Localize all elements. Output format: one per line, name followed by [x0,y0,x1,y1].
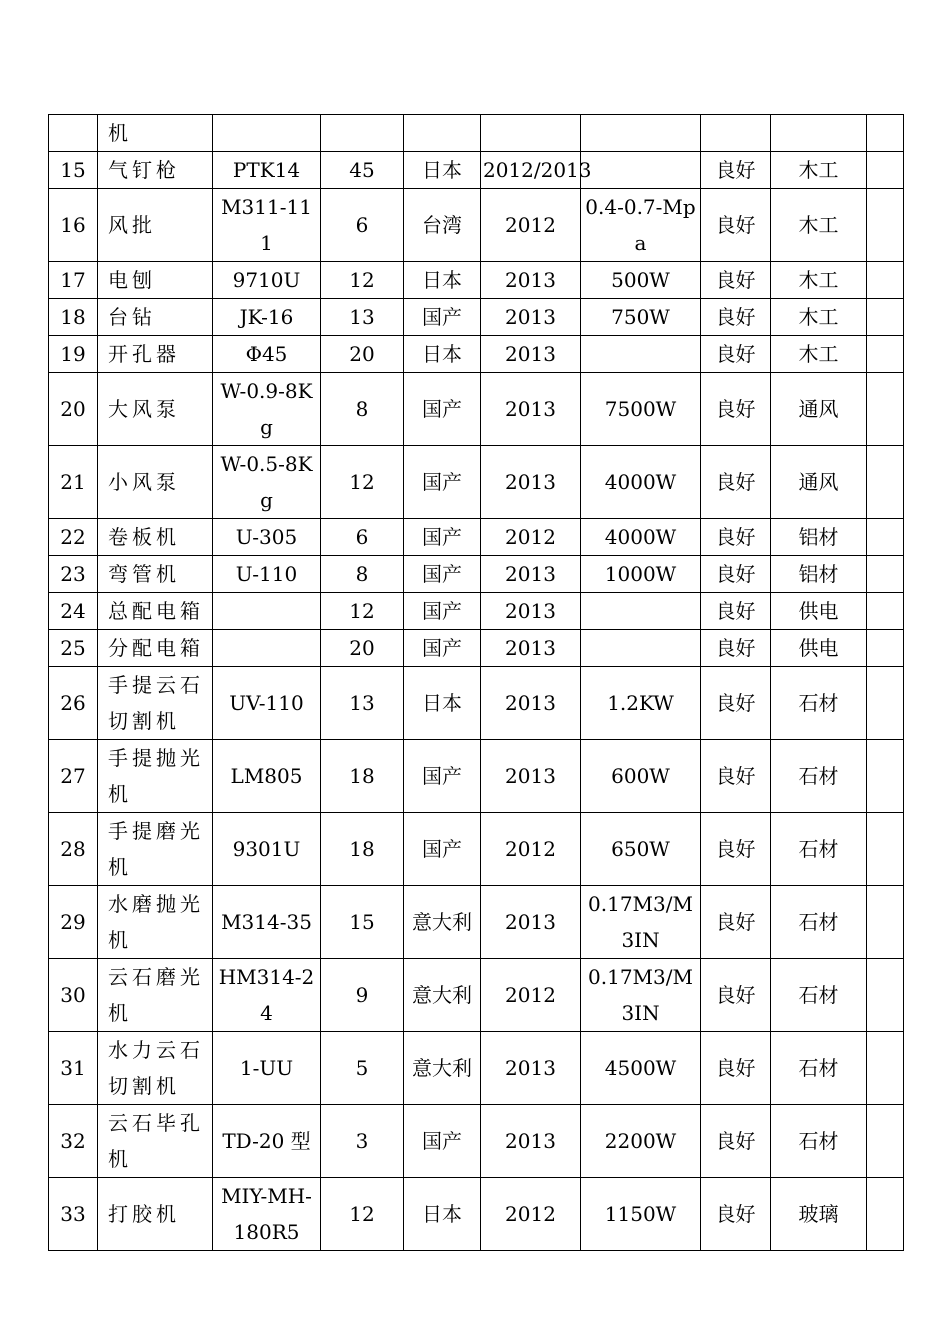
quantity-cell: 12 [321,593,404,630]
equipment-name-cell: 水磨抛光机 [98,886,213,959]
note-cell [867,336,904,373]
quantity-cell: 3 [321,1105,404,1178]
model-cell: PTK14 [213,152,321,189]
row-number-cell: 30 [49,959,98,1032]
usage-cell: 通风 [771,373,867,446]
row-number-cell: 27 [49,740,98,813]
origin-cell: 意大利 [404,886,481,959]
quantity-cell [321,115,404,152]
equipment-name-cell: 电刨 [98,262,213,299]
note-cell [867,813,904,886]
origin-cell: 日本 [404,152,481,189]
status-cell: 良好 [701,593,771,630]
usage-cell: 木工 [771,262,867,299]
origin-cell: 意大利 [404,1032,481,1105]
quantity-cell: 6 [321,189,404,262]
usage-cell: 木工 [771,336,867,373]
table-body [49,115,904,1251]
quantity-cell: 15 [321,886,404,959]
origin-cell: 国产 [404,1105,481,1178]
quantity-cell: 12 [321,1178,404,1251]
row-number-cell: 29 [49,886,98,959]
table-row [49,959,904,1032]
quantity-cell: 13 [321,299,404,336]
origin-cell: 国产 [404,299,481,336]
usage-cell: 石材 [771,886,867,959]
equipment-name-cell: 手提抛光机 [98,740,213,813]
year-cell: 2013 [481,630,581,667]
status-cell: 良好 [701,299,771,336]
status-cell [701,115,771,152]
model-cell [213,630,321,667]
origin-cell [404,115,481,152]
row-number-cell: 20 [49,373,98,446]
table-row [49,630,904,667]
usage-cell: 石材 [771,813,867,886]
year-cell: 2013 [481,299,581,336]
origin-cell: 国产 [404,519,481,556]
origin-cell: 国产 [404,740,481,813]
power-cell: 1150W [581,1178,701,1251]
table-row [49,519,904,556]
note-cell [867,152,904,189]
table-row [49,740,904,813]
origin-cell: 台湾 [404,189,481,262]
year-cell: 2013 [481,886,581,959]
note-cell [867,115,904,152]
usage-cell: 石材 [771,667,867,740]
model-cell: Φ45 [213,336,321,373]
power-cell: 1000W [581,556,701,593]
table-row [49,446,904,519]
origin-cell: 日本 [404,336,481,373]
usage-cell: 木工 [771,152,867,189]
row-number-cell: 22 [49,519,98,556]
equipment-name-cell: 大风泵 [98,373,213,446]
origin-cell: 国产 [404,556,481,593]
power-cell [581,593,701,630]
power-cell: 0.17M3/M3IN [581,886,701,959]
power-cell [581,336,701,373]
year-cell: 2013 [481,1032,581,1105]
status-cell: 良好 [701,446,771,519]
quantity-cell: 20 [321,630,404,667]
model-cell: 9710U [213,262,321,299]
year-cell: 2012 [481,519,581,556]
power-cell: 650W [581,813,701,886]
equipment-name-cell: 分配电箱 [98,630,213,667]
equipment-name-cell: 弯管机 [98,556,213,593]
status-cell: 良好 [701,373,771,446]
table-row [49,886,904,959]
status-cell: 良好 [701,1105,771,1178]
table-row [49,1178,904,1251]
table-row [49,556,904,593]
usage-cell: 铝材 [771,556,867,593]
year-cell: 2012 [481,1178,581,1251]
quantity-cell: 18 [321,740,404,813]
status-cell: 良好 [701,813,771,886]
table-row [49,593,904,630]
status-cell: 良好 [701,336,771,373]
usage-cell: 通风 [771,446,867,519]
model-cell: M311-111 [213,189,321,262]
status-cell: 良好 [701,959,771,1032]
note-cell [867,1032,904,1105]
usage-cell: 木工 [771,189,867,262]
quantity-cell: 5 [321,1032,404,1105]
origin-cell: 国产 [404,373,481,446]
year-cell: 2013 [481,740,581,813]
note-cell [867,373,904,446]
year-cell: 2012 [481,813,581,886]
equipment-name-cell: 总配电箱 [98,593,213,630]
origin-cell: 日本 [404,262,481,299]
model-cell: LM805 [213,740,321,813]
usage-cell: 石材 [771,740,867,813]
model-cell: W-0.5-8Kg [213,446,321,519]
origin-cell: 国产 [404,446,481,519]
row-number-cell: 18 [49,299,98,336]
usage-cell: 供电 [771,593,867,630]
table-row [49,1105,904,1178]
year-cell: 2013 [481,373,581,446]
note-cell [867,667,904,740]
note-cell [867,593,904,630]
usage-cell: 玻璃 [771,1178,867,1251]
model-cell: 9301U [213,813,321,886]
status-cell: 良好 [701,556,771,593]
row-number-cell: 28 [49,813,98,886]
power-cell: 750W [581,299,701,336]
row-number-cell [49,115,98,152]
year-cell: 2012 [481,959,581,1032]
usage-cell: 石材 [771,1032,867,1105]
equipment-name-cell: 开孔器 [98,336,213,373]
year-cell: 2013 [481,446,581,519]
row-number-cell: 17 [49,262,98,299]
quantity-cell: 12 [321,446,404,519]
equipment-name-cell: 手提云石切割机 [98,667,213,740]
usage-cell: 铝材 [771,519,867,556]
year-cell: 2013 [481,262,581,299]
model-cell [213,115,321,152]
equipment-name-cell: 打胶机 [98,1178,213,1251]
table-row [49,667,904,740]
power-cell: 2200W [581,1105,701,1178]
table-row [49,115,904,152]
model-cell: U-305 [213,519,321,556]
model-cell: M314-35 [213,886,321,959]
model-cell: TD-20 型 [213,1105,321,1178]
status-cell: 良好 [701,886,771,959]
note-cell [867,299,904,336]
status-cell: 良好 [701,630,771,667]
status-cell: 良好 [701,1178,771,1251]
note-cell [867,630,904,667]
row-number-cell: 23 [49,556,98,593]
note-cell [867,189,904,262]
power-cell [581,630,701,667]
year-cell: 2013 [481,1105,581,1178]
power-cell: 7500W [581,373,701,446]
power-cell: 4000W [581,446,701,519]
equipment-name-cell: 云石毕孔机 [98,1105,213,1178]
origin-cell: 国产 [404,813,481,886]
origin-cell: 国产 [404,630,481,667]
table-row [49,299,904,336]
table-row [49,813,904,886]
quantity-cell: 13 [321,667,404,740]
year-cell [481,115,581,152]
power-cell: 4500W [581,1032,701,1105]
year-cell: 2012/2013 [481,152,581,189]
year-cell: 2013 [481,593,581,630]
table-row [49,189,904,262]
equipment-name-cell: 风批 [98,189,213,262]
note-cell [867,556,904,593]
power-cell: 0.4-0.7-Mpa [581,189,701,262]
table-row [49,1032,904,1105]
row-number-cell: 33 [49,1178,98,1251]
equipment-name-cell: 水力云石切割机 [98,1032,213,1105]
usage-cell [771,115,867,152]
year-cell: 2012 [481,189,581,262]
model-cell: U-110 [213,556,321,593]
quantity-cell: 12 [321,262,404,299]
usage-cell: 石材 [771,1105,867,1178]
year-cell: 2013 [481,556,581,593]
note-cell [867,886,904,959]
quantity-cell: 20 [321,336,404,373]
model-cell: UV-110 [213,667,321,740]
table-row [49,262,904,299]
row-number-cell: 24 [49,593,98,630]
table-row [49,373,904,446]
status-cell: 良好 [701,667,771,740]
equipment-name-cell: 云石磨光机 [98,959,213,1032]
note-cell [867,262,904,299]
power-cell: 0.17M3/M3IN [581,959,701,1032]
origin-cell: 意大利 [404,959,481,1032]
status-cell: 良好 [701,189,771,262]
note-cell [867,959,904,1032]
quantity-cell: 8 [321,373,404,446]
row-number-cell: 19 [49,336,98,373]
status-cell: 良好 [701,1032,771,1105]
quantity-cell: 18 [321,813,404,886]
model-cell: W-0.9-8Kg [213,373,321,446]
status-cell: 良好 [701,740,771,813]
equipment-table [48,114,904,1251]
model-cell: MIY-MH-180R5 [213,1178,321,1251]
equipment-name-cell: 机 [98,115,213,152]
usage-cell: 木工 [771,299,867,336]
origin-cell: 日本 [404,1178,481,1251]
model-cell: 1-UU [213,1032,321,1105]
equipment-name-cell: 小风泵 [98,446,213,519]
origin-cell: 日本 [404,667,481,740]
power-cell: 600W [581,740,701,813]
quantity-cell: 6 [321,519,404,556]
power-cell: 1.2KW [581,667,701,740]
power-cell: 4000W [581,519,701,556]
quantity-cell: 8 [321,556,404,593]
status-cell: 良好 [701,262,771,299]
equipment-name-cell: 手提磨光机 [98,813,213,886]
model-cell: JK-16 [213,299,321,336]
power-cell [581,115,701,152]
year-cell: 2013 [481,667,581,740]
status-cell: 良好 [701,152,771,189]
table-row [49,336,904,373]
model-cell: HM314-24 [213,959,321,1032]
row-number-cell: 21 [49,446,98,519]
origin-cell: 国产 [404,593,481,630]
note-cell [867,446,904,519]
row-number-cell: 15 [49,152,98,189]
status-cell: 良好 [701,519,771,556]
row-number-cell: 16 [49,189,98,262]
power-cell [581,152,701,189]
note-cell [867,1105,904,1178]
equipment-name-cell: 卷板机 [98,519,213,556]
equipment-name-cell: 台钻 [98,299,213,336]
row-number-cell: 32 [49,1105,98,1178]
usage-cell: 石材 [771,959,867,1032]
note-cell [867,1178,904,1251]
row-number-cell: 25 [49,630,98,667]
row-number-cell: 31 [49,1032,98,1105]
row-number-cell: 26 [49,667,98,740]
table-row [49,152,904,189]
quantity-cell: 9 [321,959,404,1032]
note-cell [867,740,904,813]
note-cell [867,519,904,556]
power-cell: 500W [581,262,701,299]
model-cell [213,593,321,630]
usage-cell: 供电 [771,630,867,667]
quantity-cell: 45 [321,152,404,189]
equipment-name-cell: 气钉枪 [98,152,213,189]
year-cell: 2013 [481,336,581,373]
